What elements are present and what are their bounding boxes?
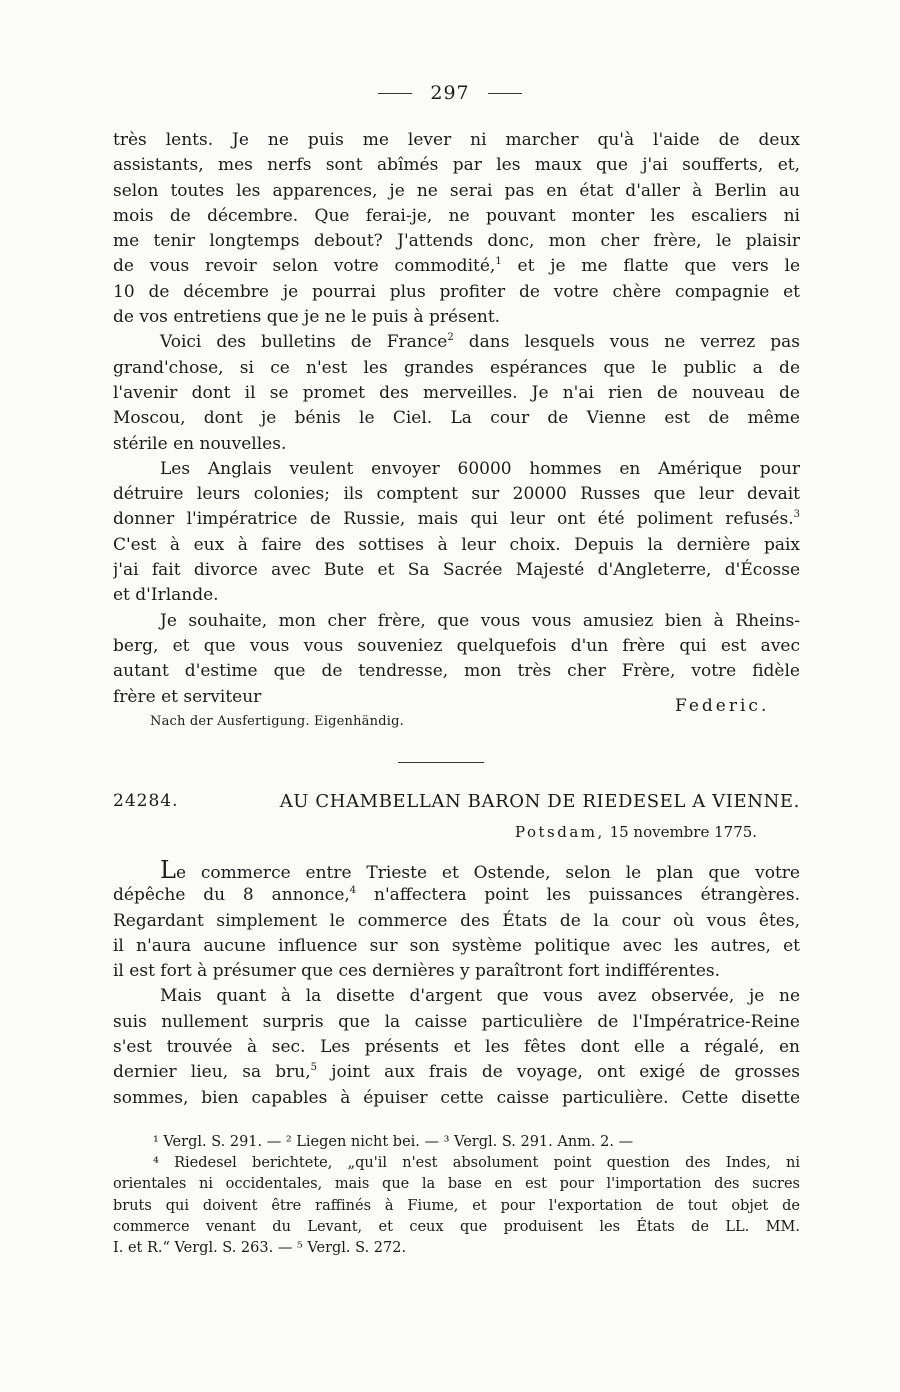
text-line: selon toutes les apparences, je ne serai pas en état d'aller à Berlin au	[113, 180, 800, 201]
footnote-line: orientales ni occidentales, mais que la base en est pour l'importation des sucres	[113, 1176, 800, 1193]
text-line: mois de décembre. Que ferai-je, ne pouvant monter les escaliers ni	[113, 205, 800, 226]
text-segment: de vous revoir selon votre commodité,	[113, 256, 496, 277]
text-line: sommes, bien capables à épuiser cette caisse particulière. Cette disette	[113, 1087, 800, 1108]
text-line	[113, 330, 800, 355]
letter-heading	[113, 791, 800, 812]
footnote-line: I. et R.“ Vergl. S. 263. — ⁵ Vergl. S. 272.	[113, 1239, 407, 1256]
footnote-ref: 2	[447, 332, 454, 344]
letter-continuation	[113, 128, 800, 716]
text-line: Je souhaite, mon cher frère, que vous vous amusiez bien à Rheins-	[160, 610, 800, 631]
text-line: très lents. Je ne puis me lever ni marcher qu'à l'aide de deux	[113, 130, 800, 150]
page-header	[0, 82, 900, 104]
footnote-line: bruts qui doivent être raffinés à Fiume, et pour l'exportation de tout objet de	[113, 1197, 800, 1214]
footnote-ref: 1	[495, 256, 502, 268]
signature: Federic.	[675, 695, 770, 716]
letter-number: 24284.	[113, 791, 179, 811]
header-rule-right	[488, 93, 522, 94]
text-line: j'ai fait divorce avec Bute et Sa Sacrée Majesté d'Angleterre, d'Écosse	[113, 560, 800, 581]
text-line: il n'aura aucune influence sur son système politique avec les autres, et	[113, 935, 800, 956]
text-line: l'avenir dont il se promet des merveilles. Je n'ai rien de nouveau de	[113, 382, 800, 403]
text-line: Moscou, dont je bénis le Ciel. La cour de Vienne est de même	[113, 408, 800, 429]
letter-body	[113, 858, 800, 1111]
text-line: s'est trouvée à sec. Les présents et les fêtes dont elle a régalé, en	[113, 1037, 800, 1058]
text-line: C'est à eux à faire des sottises à leur choix. Depuis la dernière paix	[113, 534, 800, 555]
text-line: grand'chose, si ce n'est les grandes espérances que le public a de	[113, 357, 800, 378]
text-line	[113, 507, 800, 532]
footnotes	[113, 1132, 800, 1259]
text-line	[113, 1060, 800, 1085]
footnote-line: ¹ Vergl. S. 291. — ² Liegen nicht bei. — ³ Vergl. S. 291. Anm. 2. —	[153, 1134, 634, 1150]
text-line: assistants, mes nerfs sont abîmés par les maux que j'ai soufferts, et,	[113, 155, 800, 176]
footnote-ref: 4	[349, 885, 357, 897]
source-note: Nach der Ausfertigung. Eigenhändig.	[150, 714, 404, 729]
text-line: me tenir longtemps debout? J'attends donc, mon cher frère, le plaisir	[113, 231, 800, 252]
text-line	[113, 858, 800, 883]
text-segment: dépêche du 8 annonce,	[113, 885, 350, 906]
text-segment: donner l'impératrice de Russie, mais qui leur ont été poliment refusés.	[113, 509, 794, 530]
footnote-ref: 3	[793, 509, 800, 521]
text-segment: dans lesquels vous ne verrez pas	[468, 332, 800, 353]
text-line: frère et serviteur	[113, 686, 262, 707]
closing-row	[113, 685, 800, 716]
text-segment: dernier lieu, sa bru,	[113, 1062, 311, 1083]
dateline-date: 15 novembre 1775.	[609, 823, 758, 841]
initial-letter: L	[160, 858, 176, 884]
text-line: et d'Irlande.	[113, 585, 219, 606]
text-line: Les Anglais veulent envoyer 60000 hommes en Amérique pour	[160, 458, 800, 479]
text-segment: et je me flatte que vers le	[517, 256, 800, 277]
text-line	[113, 883, 800, 908]
text-segment: e commerce entre Trieste et Ostende, selon le plan que votre	[175, 863, 800, 883]
text-line	[113, 254, 800, 279]
text-segment: n'affectera point les puissances étrangères.	[374, 885, 800, 906]
text-line: suis nullement surpris que la caisse particulière de l'Impératrice-Reine	[113, 1011, 800, 1032]
footnote-line: ⁴ Riedesel berichtete, „qu'il n'est absolument point question des Indes, ni	[153, 1155, 800, 1172]
header-rule-left	[378, 93, 412, 94]
text-line: Regardant simplement le commerce des États de la cour où vous êtes,	[113, 910, 800, 931]
text-line: 10 de décembre je pourrai plus profiter de votre chère compagnie et	[113, 281, 800, 302]
section-divider	[398, 762, 484, 763]
footnote-ref: 5	[310, 1062, 318, 1074]
text-line: berg, et que vous vous souveniez quelquefois d'un frère qui est avec	[113, 635, 800, 656]
dateline	[515, 823, 757, 841]
letter-title: AU CHAMBELLAN BARON DE RIEDESEL A VIENNE.	[279, 791, 800, 812]
text-line: autant d'estime que de tendresse, mon très cher Frère, votre fidèle	[113, 661, 800, 682]
text-segment: joint aux frais de voyage, ont exigé de grosses	[331, 1062, 800, 1083]
footnote-line: commerce venant du Levant, et ceux que produisent les États de LL. MM.	[113, 1218, 800, 1235]
page-number: 297	[430, 82, 470, 104]
text-line: Mais quant à la disette d'argent que vous avez observée, je ne	[160, 986, 800, 1007]
text-segment: Voici des bulletins de France	[160, 332, 448, 353]
text-line: de vos entretiens que je ne le puis à présent.	[113, 307, 501, 328]
text-line: il est fort à présumer que ces dernières y paraîtront fort indifférentes.	[113, 961, 721, 982]
text-line: détruire leurs colonies; ils comptent sur 20000 Russes que leur devait	[113, 484, 800, 505]
dateline-place: Potsdam,	[515, 823, 605, 841]
text-line: stérile en nouvelles.	[113, 433, 287, 454]
